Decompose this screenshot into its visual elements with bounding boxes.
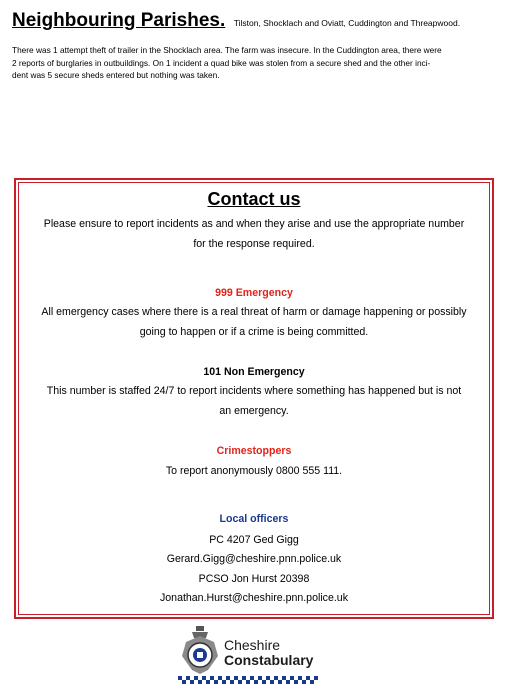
page-title: Neighbouring Parishes. [12, 10, 226, 31]
checkered-band [178, 676, 318, 684]
crimestoppers-text: To report anonymously 0800 555 111. [165, 465, 343, 477]
emergency-title: 999 Emergency [215, 287, 293, 299]
incident-report-line: 2 reports of burglaries in outbuildings. On 1 incident a quad bike was stolen from a secure shed and the other inci- [12, 57, 431, 68]
non-emergency-section [19, 363, 489, 421]
contact-intro-line: Please ensure to report incidents as and when they arise and use the appropriate number [43, 218, 465, 230]
incident-report-line: dent was 5 secure sheds entered but nothing was taken. [12, 70, 220, 80]
logo-line-constabulary: Constabulary [224, 652, 314, 668]
non-emergency-text-line: This number is staffed 24/7 to report incidents where something has happened but is not [46, 385, 462, 397]
contact-us-inner-border [18, 182, 490, 615]
logo-line-cheshire: Cheshire [224, 637, 281, 653]
incident-report-line: There was 1 attempt theft of trailer in the Shocklach area. The farm was insecure. In the Cuddington area, there were [12, 45, 442, 55]
emergency-text-line: going to happen or if a crime is being committed. [139, 325, 369, 338]
non-emergency-title: 101 Non Emergency [203, 366, 305, 378]
local-officers-section [19, 510, 489, 609]
contact-title: Contact us [207, 189, 301, 209]
cheshire-constabulary-logo [178, 624, 318, 686]
incident-report-paragraph [12, 44, 487, 82]
contact-intro-line: for the response required. [193, 237, 315, 250]
officer-name: PCSO Jon Hurst 20398 [198, 572, 310, 585]
crimestoppers-section [19, 442, 489, 482]
non-emergency-text-line: an emergency. [219, 404, 289, 417]
local-officers-title: Local officers [219, 512, 289, 525]
officer-name: PC 4207 Ged Gigg [209, 533, 299, 546]
page-heading-row [12, 10, 507, 32]
logo-wordmark [224, 638, 313, 668]
police-crest-icon [178, 624, 222, 676]
contact-intro [19, 215, 489, 254]
officer-email-link[interactable]: Jonathan.Hurst@cheshire.pnn.police.uk [159, 592, 348, 604]
emergency-text-line: All emergency cases where there is a real threat of harm or damage happening or possibly [41, 306, 467, 318]
contact-us-box [14, 178, 494, 619]
page-subtitle: Tilston, Shocklach and Oviatt, Cuddington and Threapwood. [233, 18, 461, 28]
officer-email-link[interactable]: Gerard.Gigg@cheshire.pnn.police.uk [166, 553, 342, 565]
crimestoppers-title: Crimestoppers [216, 445, 292, 457]
emergency-section [19, 284, 489, 342]
